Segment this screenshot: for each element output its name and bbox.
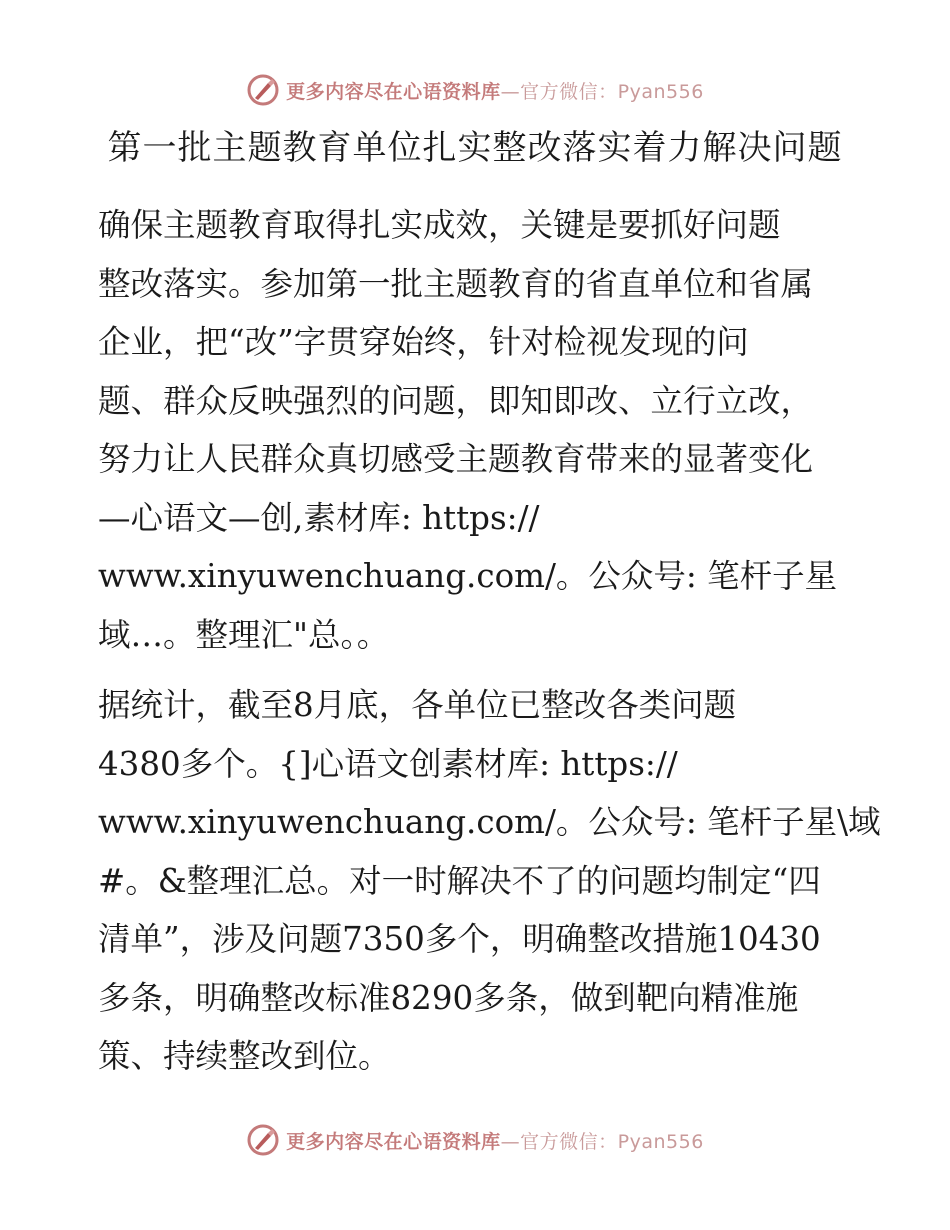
header-watermark-text [286,77,704,104]
paragraph-line: 清单”，涉及问题7350多个，明确整改措施10430 [98,920,821,958]
paragraph-1 [98,196,858,664]
pen-logo-icon [246,1123,280,1157]
paragraph-line: —心语文—创,素材库: https:// [98,498,540,537]
paragraph-line: www.xinyuwenchuang.com/。公众号: 笔杆子星\域 [98,803,881,841]
paragraph-line: 努力让人民群众真切感受主题教育带来的显著变化 [98,440,814,478]
paragraph-line: 题、群众反映强烈的问题，即知即改、立行立改， [98,381,814,420]
footer-contact-text: 官方微信：Pyan556 [520,1130,704,1153]
paragraph-line: 策、持续整改到位。 [98,1037,391,1075]
paragraph-line: 4380多个。{]心语文创素材库: https:// [98,744,678,783]
paragraph-line: #。&整理汇总。对一时解决不了的问题均制定“四 [98,861,821,900]
footer-watermark-banner [0,1120,950,1160]
paragraph-line: 企业，把“改”字贯穿始终，针对检视发现的问 [98,323,749,361]
footer-separator: — [500,1130,521,1153]
header-separator: — [500,80,521,103]
paragraph-2 [98,676,881,1086]
footer-watermark-text [286,1127,704,1154]
pen-logo-icon [246,73,280,107]
header-watermark-banner [0,70,950,110]
document-title: 第一批主题教育单位扎实整改落实着力解决问题 [107,128,843,168]
paragraph-line: 整改落实。参加第一批主题教育的省直单位和省属 [98,264,814,303]
paragraph-line: 确保主题教育取得扎实成效，关键是要抓好问题 [98,206,781,244]
paragraph-line: 域…。整理汇"总。。 [98,615,390,654]
paragraph-line: 据统计，截至8月底，各单位已整改各类问题 [98,686,737,724]
footer-brand-text: 更多内容尽在心语资料库 [286,1130,501,1153]
header-contact-text: 官方微信：Pyan556 [520,80,704,103]
paragraph-line: www.xinyuwenchuang.com/。公众号: 笔杆子星 [98,557,838,595]
paragraph-line: 多条，明确整改标准8290多条，做到靶向精准施 [98,978,799,1017]
header-brand-text: 更多内容尽在心语资料库 [286,80,501,103]
